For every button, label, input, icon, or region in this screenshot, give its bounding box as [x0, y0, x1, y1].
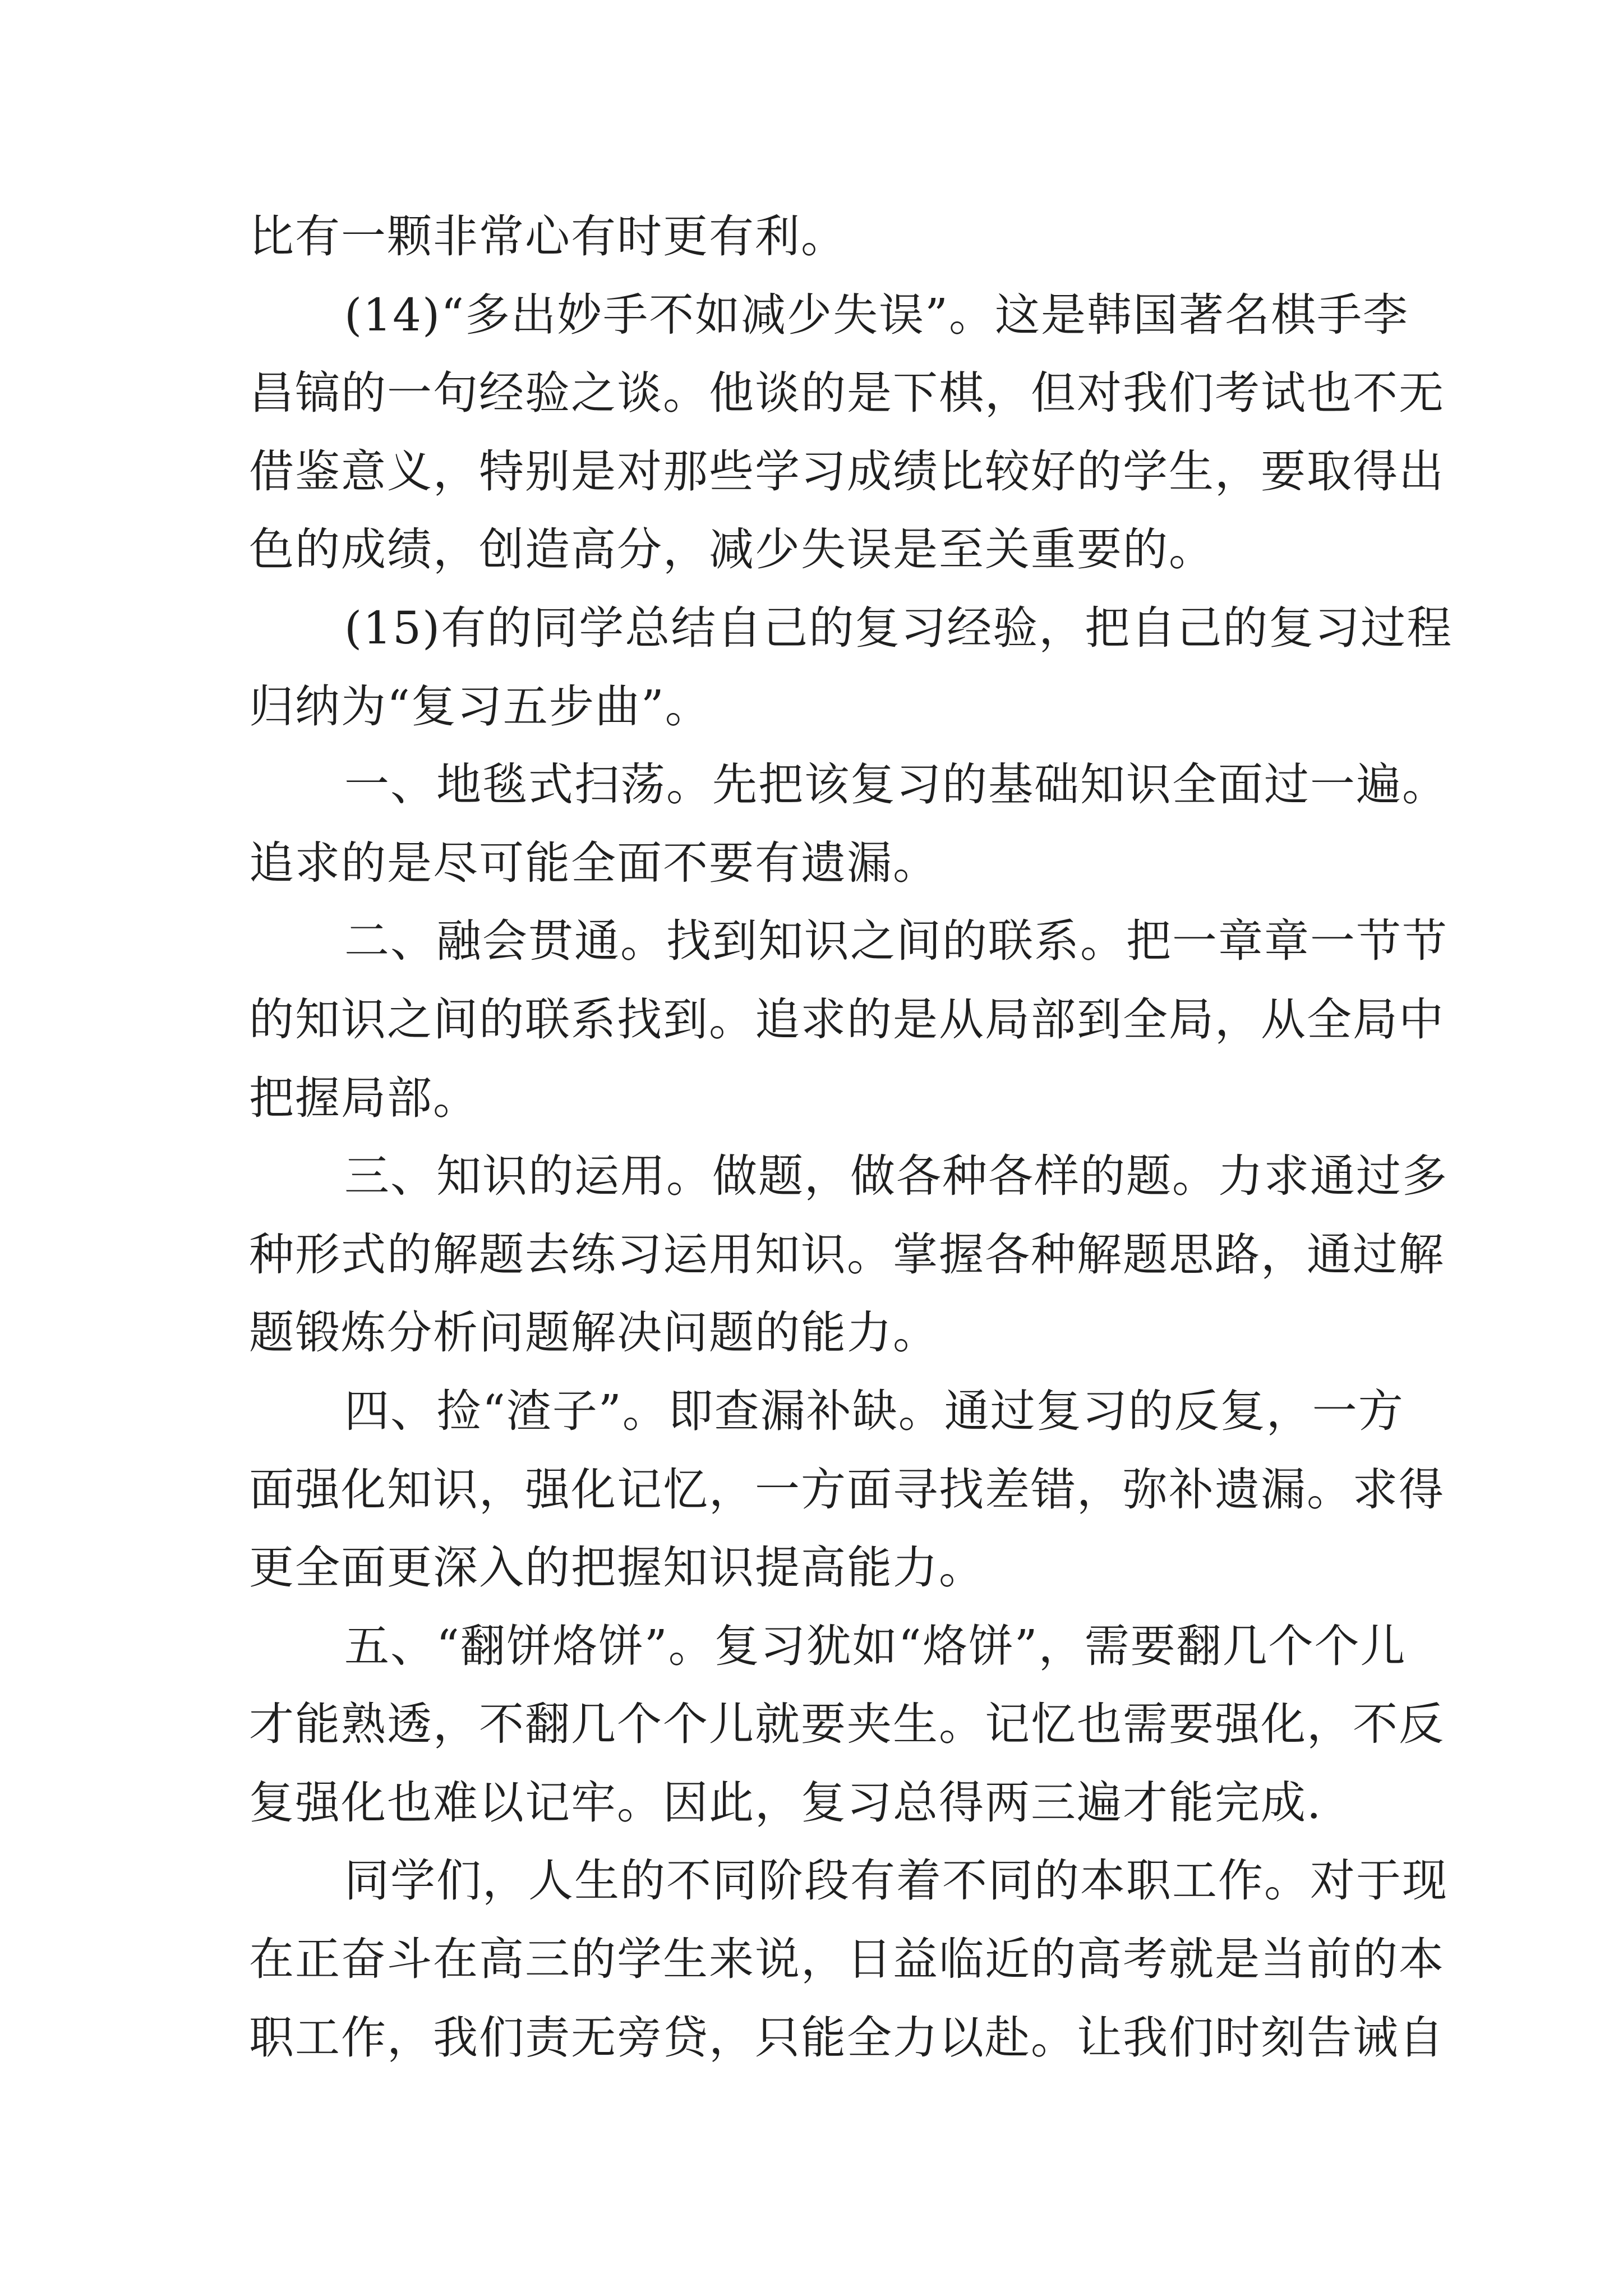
text-line: 把握局部。: [249, 1071, 479, 1124]
text-line: 二、融会贯通。找到知识之间的联系。把一章章一节节: [344, 915, 1448, 968]
text-line: 三、知识的运用。做题，做各种各样的题。力求通过多: [344, 1150, 1448, 1203]
text-line: 职工作，我们责无旁贷，只能全力以赴。让我们时刻告诫自: [249, 2011, 1445, 2064]
text-line: 的知识之间的联系找到。追求的是从局部到全局，从全局中: [249, 993, 1445, 1046]
text-line: 面强化知识，强化记忆，一方面寻找差错，弥补遗漏。求得: [249, 1463, 1445, 1516]
body-text: [249, 197, 1453, 2077]
text-line: 五、“翻饼烙饼”。复习犹如“烙饼”，需要翻几个个儿: [344, 1619, 1407, 1672]
text-line: 归纳为“复习五步曲”。: [249, 680, 711, 733]
text-line: 种形式的解题去练习运用知识。掌握各种解题思路，通过解: [249, 1228, 1445, 1281]
text-line: 一、地毯式扫荡。先把该复习的基础知识全面过一遍。: [344, 758, 1448, 811]
text-line: 题锻炼分析问题解决问题的能力。: [249, 1306, 939, 1359]
text-line: (14)“多出妙手不如减少失误”。这是韩国著名棋手李: [344, 288, 1409, 341]
text-line: 比有一颗非常心有时更有利。: [249, 210, 847, 263]
text-line: (15)有的同学总结自己的复习经验，把自己的复习过程: [344, 601, 1453, 654]
text-line: 才能熟透，不翻几个个儿就要夹生。记忆也需要强化，不反: [249, 1698, 1445, 1751]
text-line: 昌镐的一句经验之谈。他谈的是下棋，但对我们考试也不无: [249, 367, 1445, 420]
text-line: 四、捡“渣子”。即查漏补缺。通过复习的反复，一方: [344, 1384, 1404, 1437]
text-line: 复强化也难以记牢。因此，复习总得两三遍才能完成.: [249, 1776, 1322, 1829]
text-line: 借鉴意义，特别是对那些学习成绩比较好的学生，要取得出: [249, 445, 1445, 498]
text-line: 在正奋斗在高三的学生来说，日益临近的高考就是当前的本: [249, 1933, 1445, 1986]
text-line: 同学们，人生的不同阶段有着不同的本职工作。对于现: [344, 1855, 1448, 1907]
text-line: 色的成绩，创造高分，减少失误是至关重要的。: [249, 523, 1215, 576]
text-line: 更全面更深入的把握知识提高能力。: [249, 1542, 985, 1594]
text-line: 追求的是尽可能全面不要有遗漏。: [249, 836, 939, 889]
